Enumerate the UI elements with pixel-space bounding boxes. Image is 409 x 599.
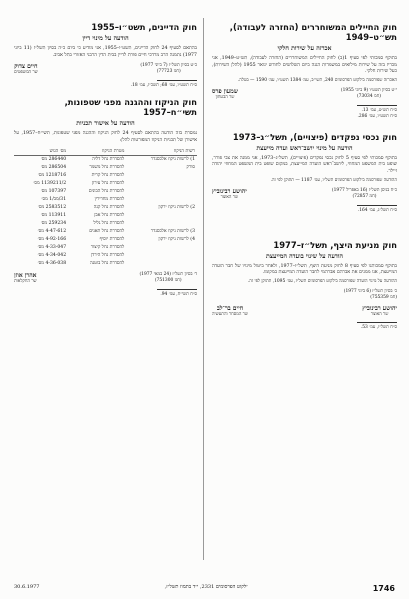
footnote-rule	[357, 205, 397, 206]
signer-role: שר החקלאות	[14, 279, 37, 285]
signer-name: שמעון פרס	[212, 87, 238, 95]
footnote: ס״ח תשי״ח, עמ׳ 94.	[160, 292, 197, 298]
table-cell	[126, 172, 197, 180]
table-cell: להסדרת נחל בוטנה	[90, 261, 125, 267]
sign-date: כ״ח בניסן תשל״ז (16 באפריל 1977)	[331, 187, 397, 193]
table-cell: 3) לרשות ניקוז אלכסנדר	[150, 229, 195, 235]
table-cell: להסדרת יוסיף	[99, 237, 125, 243]
table-row	[14, 244, 197, 252]
table-cell: 4) לרשות ניקוז ירקון	[158, 237, 195, 243]
table-cell: להסדרת נחל הבונים	[88, 189, 125, 195]
table-cell: 4-33-047 מס׳	[37, 245, 67, 251]
table-row	[14, 204, 197, 212]
section-subtitle: הודעה על מינוי יושב־ראש ועדה מייעצת	[256, 144, 353, 152]
table-cell: להסדרת נחל משמר	[89, 165, 125, 171]
footnote: ס״ח תשט״ו, עמ׳ 286.	[357, 113, 397, 119]
table-header-row	[14, 147, 197, 156]
table-cell: 2) לרשות ניקוז ירקון	[158, 205, 195, 211]
page-footer	[14, 584, 395, 593]
sign-date: ד׳ בסיון תשל״ז (24 במאי 1977)	[139, 272, 197, 278]
table-cell: 4-47-612 מס׳	[37, 229, 67, 235]
footer-publication: ילקוט הפרסומים 2331, י״ד בתמוז תשל״ז,	[164, 584, 248, 590]
section-title: חוק הדיינים, תשט״ו–1955	[91, 22, 197, 32]
table-cell	[126, 244, 197, 252]
file-number: (חמ 72857)	[352, 193, 377, 199]
signer-role: שר המשפטים	[14, 70, 38, 76]
file-number: (חמ 73034)	[356, 93, 381, 99]
column-header: רשות הניקוז	[126, 147, 197, 156]
table-cell: להסדרת נחל תאנים	[89, 229, 125, 235]
footer-date: 30.6.1977	[14, 584, 40, 590]
table-row	[14, 260, 197, 268]
table-cell: 1218716 מס׳	[37, 173, 67, 179]
sign-date: כ׳ בסיון תשל״ז (6 ביוני 1977)	[343, 288, 397, 294]
file-number: (חמ 77723)	[156, 69, 181, 75]
sign-date: י״ט בסיון תשט״ו (9 ביוני 1955)	[340, 87, 397, 93]
section-note: ההודעה שפורסמה בילקוט הפרסומים תשל״ו, עמ׳ 1187 — תתוקן לפי זה.	[270, 177, 397, 183]
table-cell	[126, 220, 197, 228]
page-number: 1746	[372, 584, 395, 593]
table-cell: 113911 מס׳	[40, 213, 67, 219]
section-title: חוק החיילים המשוחררים (החזרה לעבודה), תש״ט–1949	[229, 22, 397, 42]
section-body: בהתאם לסעיף 24 לחוק הדיינים, תשט״ו–1955, אני מודיע כי ביום כ״ה בסיון תשל״ז (11 ביוני 1977) נתמנה הרב מרדכי חיים פורת לדיין בבית הדין הרבני האזורי בתל אביב.	[14, 46, 197, 58]
drainage-table	[14, 147, 197, 268]
table-cell	[126, 196, 197, 204]
footnote: ס״ח תש״ט, עמ׳ 13.	[361, 107, 397, 113]
table-body	[14, 156, 197, 269]
table-cell: 286440 מס׳	[40, 157, 67, 163]
signer-role: שר המסחר והתעשיה	[212, 311, 249, 317]
section-body: בתוקף סמכותי לפי סעיף 1(ב) לחוק החיילים המשוחררים (החזרה לעבודה), תש״ט–1949, אני מכריז בזה על שירות מילואים במשמרות הגנה ביום השלושים לחודש ינואר 1955 (להלן השירות), כעל שירות חלקי.	[212, 56, 397, 75]
table-cell	[126, 180, 197, 188]
section-title: חוק הניקוז וההגנה מפני שטפונות, תשי״ח–1957	[64, 97, 197, 118]
table-row	[14, 252, 197, 260]
table-cell: 259234 מס׳	[40, 221, 67, 227]
section-note: ההודעה על מינוי הועדה שפורסמה בילקוט הפרסומים תשל״ז, עמ׳ 1095, תתוקן לפי זה.	[247, 278, 397, 284]
file-number: (חמ 755359)	[370, 294, 397, 300]
table-cell: 2583512 מס׳	[37, 205, 67, 211]
footnote-rule	[357, 322, 397, 323]
section-body: נמסרת בזה הודעה בהתאם לסעיף 24 לחוק הניקוז וההגנה מפני שטפונות, תשי״ח–1957, על אישורן של תכניות הניקוז המפורטות להלן:	[14, 131, 198, 143]
signer-name: חיים בר־לב	[216, 304, 244, 312]
section-subtitle: הודעה על מינוי דיין	[82, 35, 129, 42]
table-row	[14, 172, 197, 180]
section-body: בתוקף סמכותי לפי סעיף 5 לחוק נכסי נפקדים (פיצויים), תשל״ג–1973, אני ממנה את צבי פורר, שופט בית המשפט המחוזי, ליושב־ראש הועדה המייעצת, במקום שופט בית המשפט המחוזי יהודה זיילר.	[212, 155, 397, 174]
signature-block	[212, 188, 397, 201]
column-header: מס׳ הגוש	[14, 147, 68, 156]
table-row	[14, 212, 197, 220]
table-cell: 31/מב/1 מס׳	[41, 197, 67, 203]
signer-name: אהרן אוזן	[14, 272, 37, 280]
table-cell: להסדרת נחל הירדן	[90, 253, 125, 259]
signature-block	[14, 63, 197, 76]
table-cell: 1139211/2 מס׳	[33, 181, 67, 187]
table-cell	[126, 188, 197, 196]
table-cell: להסדרת מחדירין	[94, 197, 125, 203]
table-cell: 1) לרשות ניקוז אלכסנדר	[150, 157, 195, 163]
right-column	[212, 16, 397, 331]
table-row	[14, 188, 197, 196]
section-subtitle: הודעה על אישור תכניות	[76, 120, 135, 128]
table-cell: 107397 מס׳	[40, 189, 67, 195]
left-column	[14, 16, 197, 298]
signer-role: שר האוצר	[220, 194, 239, 200]
table-cell: להסדרת נחל אבן	[94, 213, 125, 219]
signer-name: יהושע רבינוביץ	[212, 187, 247, 195]
signer-name: יהושע רבינוביץ	[362, 304, 397, 312]
footnote: ס״ח תשט״ו, עמ׳ 68; תשכ״ז, עמ׳ 18.	[130, 83, 197, 89]
column-divider	[203, 18, 204, 560]
table-cell: 4-92-166 מס׳	[37, 237, 67, 243]
table-cell	[126, 252, 197, 260]
table-row	[14, 228, 197, 236]
table-cell: להסדרת נחל עירון	[91, 181, 125, 187]
signer-role: שר הבטחון	[215, 94, 235, 100]
signer-role: שר האוצר	[370, 311, 389, 317]
signature-block	[212, 305, 397, 318]
table-row	[14, 196, 197, 204]
section-subtitle: הודעה על שינוי בועדה המייעצת	[265, 252, 343, 260]
footnote-rule	[357, 105, 397, 106]
table-row	[14, 164, 197, 172]
section-title: חוק נכסי נפקדים (פיצויים), תשל״ג–1973	[232, 131, 397, 142]
column-header: מטרת הניקוז	[68, 147, 126, 156]
signature-block	[14, 272, 197, 285]
table-cell	[126, 260, 197, 268]
table-cell: 286504 מס׳	[40, 165, 67, 171]
table-cell: להסדרת נחל קיצור	[90, 245, 125, 251]
footnote: ס״ח תשל״ג, עמ׳ 164.	[357, 207, 397, 213]
signer-name: חיים צדוק	[14, 63, 38, 71]
table-cell: להסדרת נחל קנה	[93, 205, 125, 211]
table-row	[14, 156, 197, 165]
section-subtitle: אכרזה על שירות חלקי	[277, 45, 332, 52]
footnote: ס״ח תשל״ז, עמ׳ 53.	[360, 324, 397, 330]
footnote-rule	[157, 80, 197, 81]
table-row	[14, 236, 197, 244]
table-cell: להסדרת נחל דליה	[92, 157, 125, 163]
table-cell: 4-36-038 מס׳	[37, 261, 67, 267]
table-cell	[126, 212, 197, 220]
table-cell: להסדרת נחל קרית	[91, 173, 125, 179]
sign-date: כ״ט בסיון תשל״ז (7 ביוני 1977)	[140, 63, 197, 69]
table-row	[14, 180, 197, 188]
section-body: בתוקף סמכותנו לפי סעיף 8 לחוק מניעת היצף, תשל״ז–1977, ולאחר ביטול מינויו של חבר הועדה המייעצת, אנו ממנים את אברהם אברהמי לחבר הועדה המייעצת במקומו.	[212, 263, 397, 276]
footnote-rule	[157, 289, 197, 290]
section-title: חוק מניעת היצף, תשל״ז–1977	[273, 239, 397, 250]
section-note: האכרזה שפורסמה בילקוט הפרסומים 240, תשי״ב, עמ׳ 1384 תשט״ו, עמ׳ 1590 — בטלה.	[237, 77, 397, 83]
table-cell: סורק	[186, 165, 195, 171]
table-cell: להסדרת נחל גליל	[93, 221, 125, 227]
signature-block	[212, 88, 397, 101]
file-number: (חמ 751300)	[154, 278, 182, 284]
table-row	[14, 220, 197, 228]
table-cell: 4-34-042 מס׳	[37, 253, 67, 259]
